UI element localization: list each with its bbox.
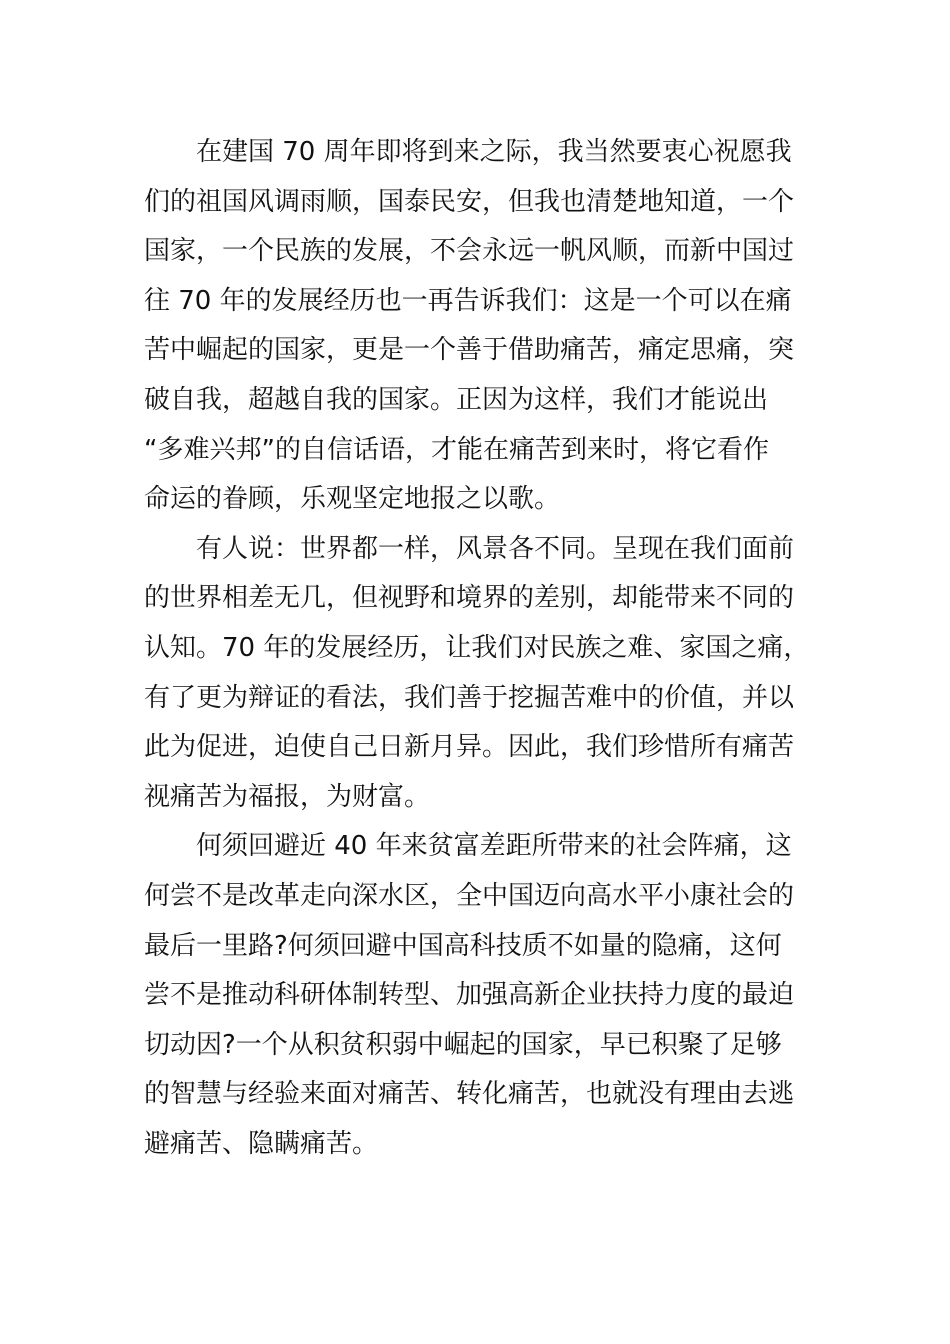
text-line: 有人说：世界都一样，风景各不同。呈现在我们面前 (196, 533, 795, 564)
paragraph-2 (144, 525, 810, 823)
text-line: 认知。70 年的发展经历，让我们对民族之难、家国之痛， (144, 632, 810, 663)
text-line: 最后一里路?何须回避中国高科技质不如量的隐痛，这何 (144, 930, 782, 961)
paragraph-1 (144, 128, 804, 525)
text-line: 视痛苦为福报，为财富。 (144, 781, 431, 812)
text-line: “多难兴邦”的自信话语，才能在痛苦到来时，将它看作 (144, 434, 769, 465)
text-line: 苦中崛起的国家，更是一个善于借助痛苦，痛定思痛，突 (144, 335, 795, 366)
text-line: 切动因?一个从积贫积弱中崛起的国家，早已积聚了足够 (144, 1029, 782, 1060)
text-line: 往 70 年的发展经历也一再告诉我们：这是一个可以在痛 (144, 285, 792, 316)
text-line: 此为促进，迫使自己日新月异。因此，我们珍惜所有痛苦 (144, 732, 795, 763)
text-line: 破自我，超越自我的国家。正因为这样，我们才能说出 (144, 384, 769, 415)
text-line: 何尝不是改革走向深水区，全中国迈向高水平小康社会的 (144, 880, 795, 911)
text-line: 国家，一个民族的发展，不会永远一帆风顺，而新中国过 (144, 236, 795, 267)
text-line: 的世界相差无几，但视野和境界的差别，却能带来不同的 (144, 583, 795, 614)
text-line: 的智慧与经验来面对痛苦、转化痛苦，也就没有理由去逃 (144, 1079, 795, 1110)
essay-body (144, 128, 810, 1169)
text-line: 尝不是推动科研体制转型、加强高新企业扶持力度的最迫 (144, 980, 795, 1011)
text-line: 有了更为辩证的看法，我们善于挖掘苦难中的价值，并以 (144, 682, 795, 713)
text-line: 们的祖国风调雨顺，国泰民安，但我也清楚地知道，一个 (144, 186, 795, 217)
text-line: 命运的眷顾，乐观坚定地报之以歌。 (144, 484, 561, 515)
text-line: 避痛苦、隐瞒痛苦。 (144, 1128, 379, 1159)
text-line: 在建国 70 周年即将到来之际，我当然要衷心祝愿我 (196, 137, 792, 167)
text-line: 何须回避近 40 年来贫富差距所带来的社会阵痛，这 (196, 831, 792, 862)
paragraph-3 (144, 822, 804, 1169)
